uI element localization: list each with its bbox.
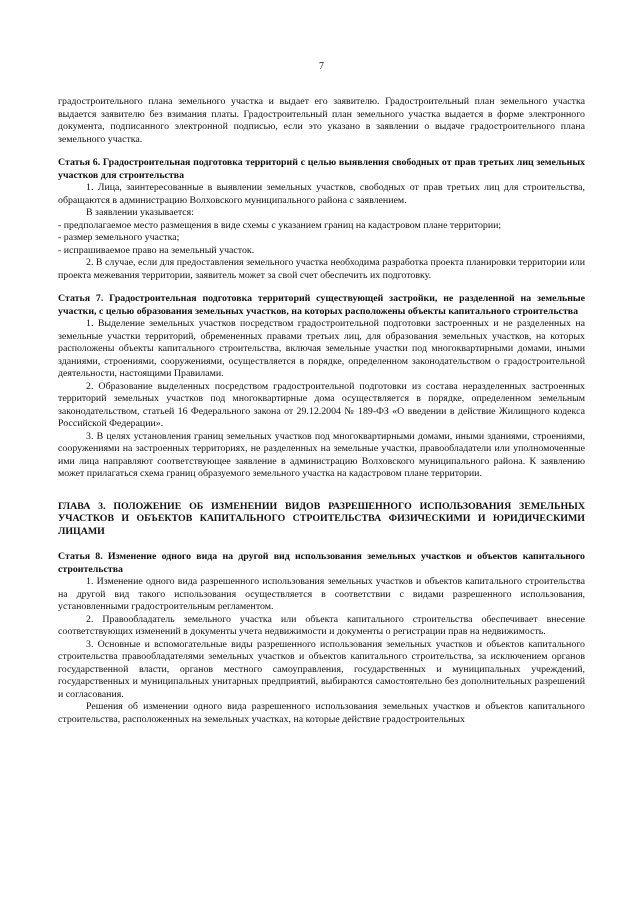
- paragraph: - размер земельного участка;: [58, 232, 180, 243]
- paragraph: 3. В целях установления границ земельных участков под многоквартирными домами, иными зданиями, строениями, сооружениями на застроенных территориях, не разделенных на земельные участки, правообладатели или уполномоченные ими лица направляют соответствующее заявление в администрацию Волховского муниципального района. К заявлению может прилагаться схема границ образуемого земельного участка на кадастровом плане территории.: [58, 430, 585, 479]
- article-heading: Статья 6. Градостроительная подготовка территорий с целью выявления свободных от прав третьих лиц земельных участков для строительства: [58, 157, 585, 181]
- paragraph: В заявлении указывается:: [86, 207, 194, 218]
- paragraph: 2. Правообладатель земельного участка или объекта капитального строительства обеспечивает внесение соответствующих изменений в документы учета недвижимости и документы о регистрации прав на недвижимость.: [58, 613, 585, 637]
- document-body: [58, 96, 585, 726]
- article-heading: Статья 7. Градостроительная подготовка территорий существующей застройки, не разделенной на земельные участки, с целью образования земельных участков, на которых расположены объекты капитального строительства: [58, 293, 585, 317]
- paragraph: градостроительного плана земельного участка и выдает его заявителю. Градостроительный план земельного участка выдается заявителю без взимания платы. Градостроительный план земельного участка выдается в форме электронного документа, подписанного электронной подписью, если это указано в заявлении о выдаче градостроительного плана земельного участка.: [58, 96, 585, 145]
- paragraph: 1. Изменение одного вида разрешенного использования земельных участков и объектов капитального строительства на другой вид такого использования осуществляется в соответствии с видами разрешенного использования, установленными градостроительным регламентом.: [58, 576, 585, 612]
- chapter-heading: ГЛАВА 3. ПОЛОЖЕНИЕ ОБ ИЗМЕНЕНИИ ВИДОВ РАЗРЕШЕННОГО ИСПОЛЬЗОВАНИЯ ЗЕМЕЛЬНЫХ УЧАСТКОВ И ОБЪЕКТОВ КАПИТАЛЬНОГО СТРОИТЕЛЬСТВА ФИЗИЧЕСКИМИ И ЮРИДИЧЕСКИМИ ЛИЦАМИ: [58, 500, 585, 537]
- paragraph: 1. Выделение земельных участков посредством градостроительной подготовки застроенных и не разделенных на земельные участки территорий, обремененных правами третьих лиц, для образования земельных участков, на которых расположены объекты капитального строительства, включая земельные участки под многоквартирными домами, иными зданиями, строениями, сооружениями, осуществляется в порядке, определенном законодательством о градостроительной деятельности, настоящими Правилами.: [58, 318, 585, 379]
- paragraph: 3. Основные и вспомогательные виды разрешенного использования земельных участков и объектов капитального строительства правообладателями земельных участков и объектов капитального строительства, за исключением органов государственной власти, органов местного самоуправления, государственных и муниципальных учреждений, государственных и муниципальных унитарных предприятий, выбираются самостоятельно без дополнительных разрешений и согласования.: [58, 638, 585, 700]
- paragraph: Решения об изменении одного вида разрешенного использования земельных участков и объектов капитального строительства, расположенных на земельных участках, на которые действие градостроительных: [58, 701, 585, 725]
- article-heading: Статья 8. Изменение одного вида на другой вид использования земельных участков и объектов капитального строительства: [58, 551, 585, 575]
- paragraph: - испрашиваемое право на земельный участок.: [58, 244, 255, 256]
- paragraph: 2. В случае, если для предоставления земельного участка необходима разработка проекта планировки территории или проекта межевания территории, заявитель может за свой счет обеспечить их подготовку.: [58, 257, 585, 281]
- paragraph: 1. Лица, заинтересованные в выявлении земельных участков, свободных от прав третьих лиц для строительства, обращаются в администрацию Волховского муниципального района с заявлением.: [58, 182, 585, 206]
- paragraph: 2. Образование выделенных посредством градостроительной подготовки из состава неразделенных застроенных территорий земельных участков под многоквартирные дома осуществляется в порядке, определенном земельным законодательством, статьей 16 Федерального закона от 29.12.2004 № 189-ФЗ «О введении в действие Жилищного кодекса Российской Федерации».: [58, 380, 585, 429]
- page-number: 7: [319, 61, 324, 72]
- paragraph: - предполагаемое место размещения в виде схемы с указанием границ на кадастровом плане территории;: [58, 219, 502, 231]
